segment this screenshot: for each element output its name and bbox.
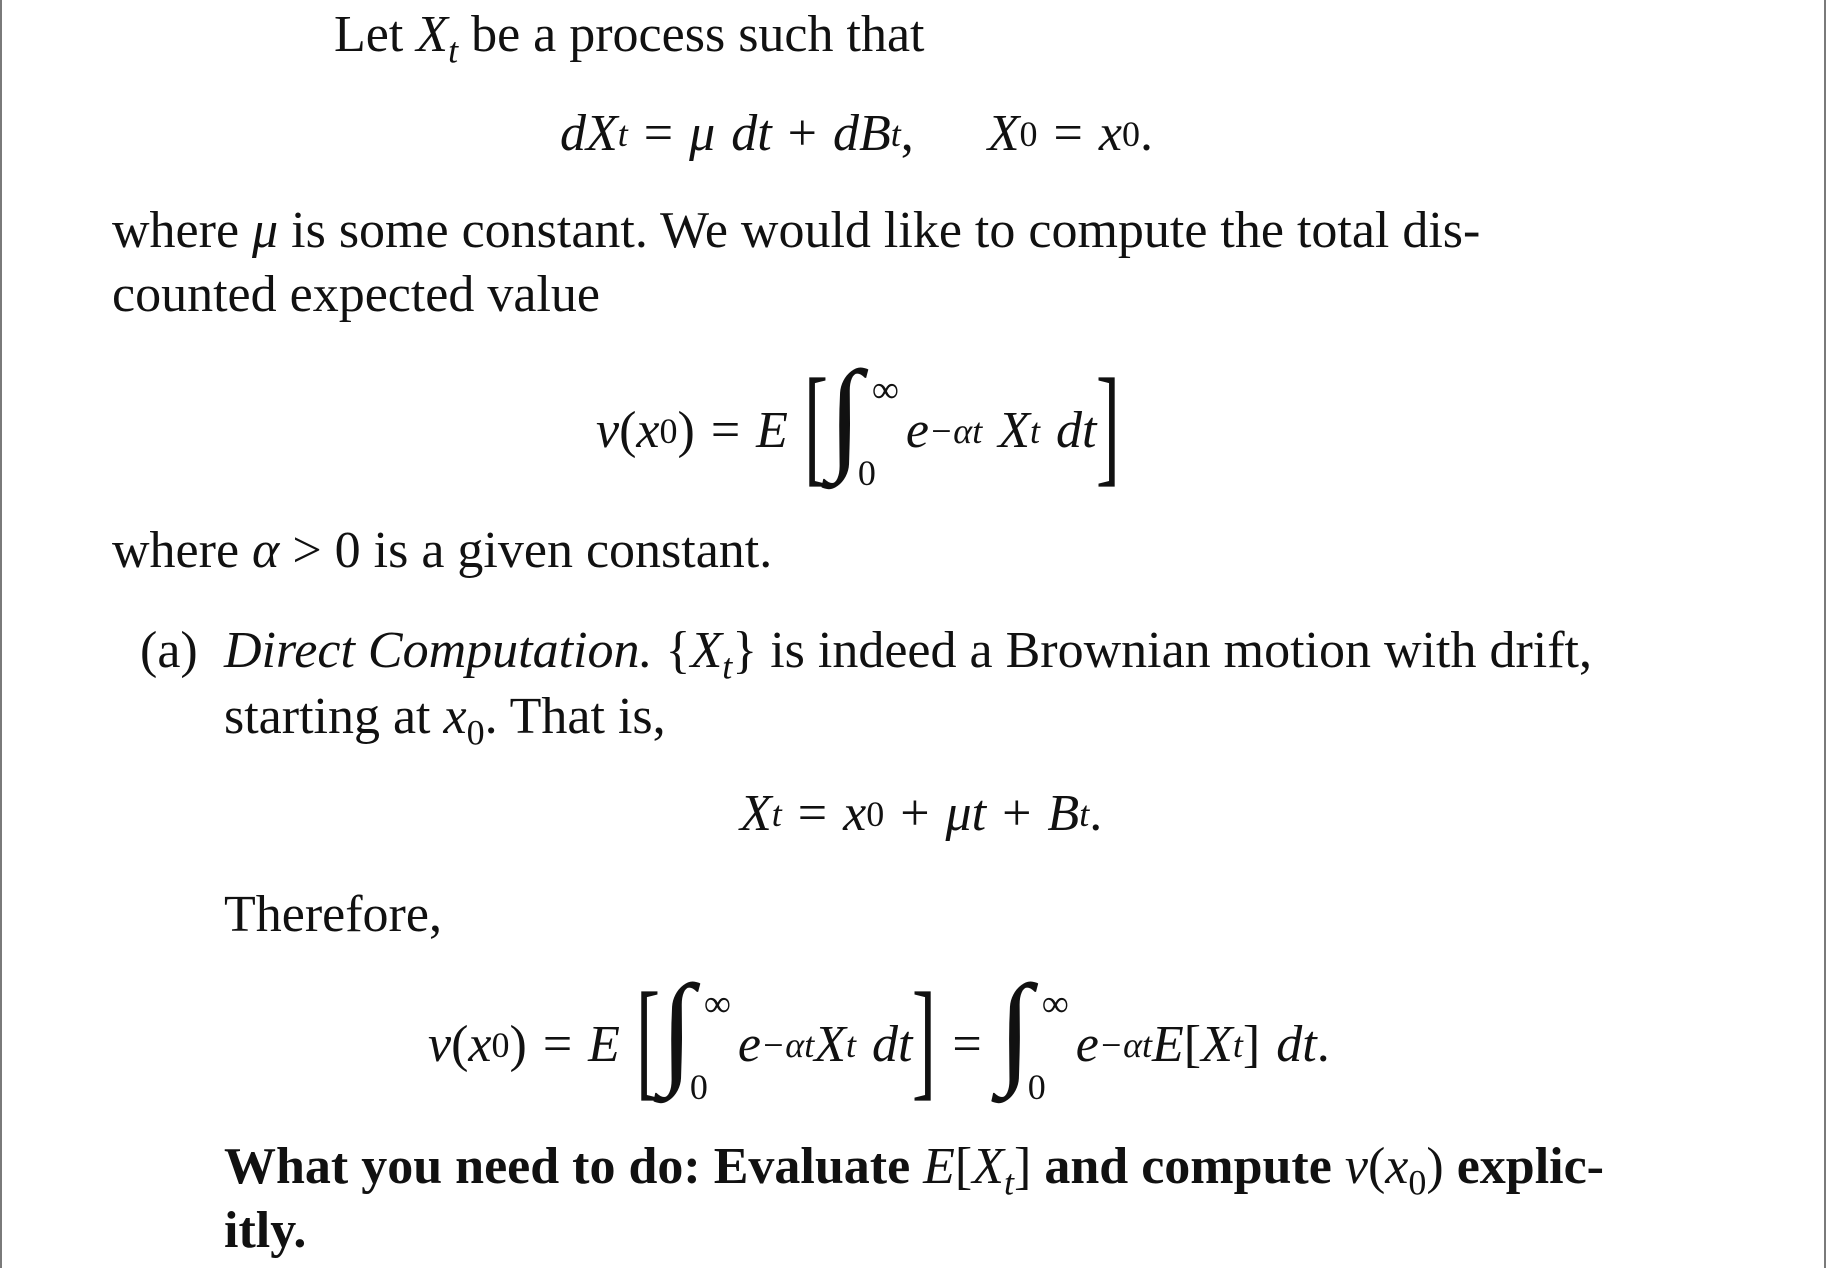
lower-limit: 0 (1027, 1067, 1046, 1107)
math: X (972, 1138, 1005, 1195)
math: . (1089, 785, 1103, 842)
math: e (737, 1016, 761, 1073)
math: μ (689, 105, 716, 162)
math: ) (509, 1016, 527, 1073)
math: x (1098, 105, 1122, 162)
expectation-equation: v ( x 0 ) = E [ ∫ ∞ 0 e −αt X t dt ] = ∫ ∞ 0 e −αt E [ X t ] dt . (428, 960, 1330, 1112)
math: ) (1426, 1138, 1444, 1195)
paragraph-line (112, 264, 600, 326)
item-line (224, 686, 666, 753)
math: ) (677, 402, 695, 459)
upper-limit: ∞ (871, 369, 899, 411)
math: μ (252, 202, 279, 259)
sub-t: t (448, 30, 459, 71)
math: X (814, 1016, 846, 1073)
solution-equation: X t = x 0 + μt + B t . (740, 785, 1103, 842)
integral-glyph: ∫ (827, 346, 862, 483)
math: X (690, 622, 723, 679)
text: be a process such that (458, 6, 925, 63)
math: E (923, 1138, 955, 1195)
text: counted expected value (112, 266, 600, 323)
equals: = (710, 402, 741, 459)
math: x (636, 402, 660, 459)
upper-limit: ∞ (703, 983, 731, 1025)
text: is some constant. We would like to compute the total dis- (278, 202, 1481, 259)
math: ] (1014, 1138, 1032, 1195)
math: t (722, 646, 733, 687)
equals: = (1053, 105, 1083, 162)
math: E (756, 402, 788, 459)
text: > 0 is a given constant. (279, 522, 773, 579)
plus: + (900, 785, 930, 842)
math: e (1075, 1016, 1099, 1073)
text: starting at (224, 688, 444, 745)
math: X (998, 402, 1030, 459)
math: x (443, 688, 467, 745)
math: ( (619, 402, 637, 459)
item-title: Direct Computation. (224, 622, 653, 679)
math: dt (731, 105, 772, 162)
math: dt (871, 1016, 913, 1073)
var-X: X (416, 6, 449, 63)
math: e (905, 402, 929, 459)
paragraph-line (112, 520, 772, 582)
therefore-line (224, 884, 442, 946)
item-label-text: (a) (140, 622, 198, 679)
equals: = (952, 1016, 982, 1073)
text: . That is, (484, 688, 666, 745)
math: X (1201, 1016, 1233, 1073)
math: v (1344, 1138, 1368, 1195)
text: { (652, 622, 691, 679)
math: 0 (466, 712, 485, 753)
math: ( (451, 1016, 469, 1073)
equals: = (797, 785, 828, 842)
math: v (596, 402, 620, 459)
integral-sign (997, 960, 1069, 1107)
left-bracket: [ (635, 965, 661, 1112)
equals: = (542, 1016, 573, 1073)
task-line (224, 1136, 1604, 1203)
math: [ (954, 1138, 973, 1195)
math: ] (1242, 1016, 1261, 1073)
task-line (224, 1200, 306, 1262)
math: t (1004, 1162, 1015, 1203)
text: } is indeed a Brownian motion with drift, (732, 622, 1592, 679)
math: B (1047, 785, 1080, 842)
math: ( (1367, 1138, 1386, 1195)
text: explic- (1443, 1138, 1604, 1195)
left-bracket: [ (803, 351, 829, 498)
text: and compute (1031, 1138, 1345, 1195)
right-bracket: ] (1096, 351, 1121, 498)
lower-limit: 0 (857, 453, 876, 493)
text: What you need to do: Evaluate (224, 1138, 924, 1195)
plus: + (1002, 785, 1032, 842)
equals: = (643, 105, 674, 162)
math: X (586, 105, 618, 162)
math: X (987, 105, 1020, 162)
math: μt (945, 785, 987, 842)
math: x (843, 785, 867, 842)
math: , (900, 105, 914, 162)
math: X (740, 785, 772, 842)
math: 0 (1408, 1162, 1427, 1203)
math: . (1139, 105, 1153, 162)
value-function-equation: v ( x 0 ) = E [ ∫ ∞ 0 e −αt X t dt ] (596, 346, 1121, 498)
math: v (428, 1016, 452, 1073)
math: dt (1055, 402, 1097, 459)
upper-limit: ∞ (1041, 983, 1069, 1025)
math: E (1152, 1016, 1184, 1073)
integral-sign (659, 960, 731, 1107)
paragraph-line (112, 200, 1480, 262)
sde-equation: d X t = μ dt + dB t , X 0 = x 0 . (560, 105, 1153, 162)
lower-limit: 0 (689, 1067, 708, 1107)
math: x (1385, 1138, 1409, 1195)
integral-sign (827, 346, 899, 493)
text: Let (334, 6, 417, 63)
text: where (112, 202, 253, 259)
item-line (224, 620, 1592, 687)
plus: + (787, 105, 817, 162)
text: Therefore, (224, 886, 442, 943)
math: E (588, 1016, 620, 1073)
math: x (468, 1016, 492, 1073)
intro-line (334, 4, 925, 71)
item-label (140, 620, 198, 682)
math: d (560, 105, 586, 162)
text: itly. (224, 1202, 307, 1259)
integral-glyph: ∫ (659, 960, 694, 1097)
text: where (112, 522, 253, 579)
math: dB (833, 105, 891, 162)
math: dt (1276, 1016, 1317, 1073)
math: . (1316, 1016, 1330, 1073)
integral-glyph: ∫ (997, 960, 1032, 1097)
math: α (252, 522, 280, 579)
right-bracket: ] (912, 965, 937, 1112)
math: [ (1183, 1016, 1202, 1073)
